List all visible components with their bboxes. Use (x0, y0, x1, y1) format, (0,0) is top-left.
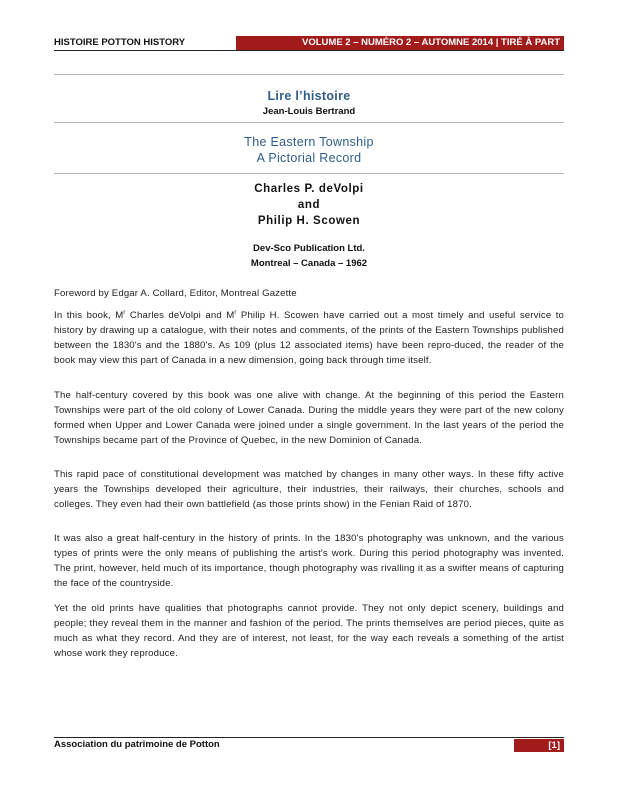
p1-text-b: Charles deVolpi and M (125, 310, 235, 321)
section-divider (54, 122, 564, 123)
journal-name: HISTOIRE POTTON HISTORY (54, 37, 186, 48)
author-2: Philip H. Scowen (257, 215, 361, 227)
section-title: Lire l’histoire (267, 89, 351, 103)
p1-sup-1: r (123, 309, 126, 316)
publication-place: Montreal – Canada – 1962 (250, 258, 368, 269)
page-number: [1] (514, 739, 564, 752)
author-and: and (297, 199, 321, 211)
paragraph-3: This rapid pace of constitutional development was matched by changes in many other ways. In these fifty active years the Townships developed their agriculture, their industries, their railways, their churches, schools and colleges. They even had their own battlefield (as those prints show) in the Fenian Raid of 1870. (54, 469, 564, 510)
author-1: Charles P. deVolpi (254, 183, 364, 195)
header-divider (54, 50, 564, 51)
book-title-line2: A Pictorial Record (256, 151, 362, 165)
paragraph-4: It was also a great half-century in the history of prints. In the 1830's photography was unknown, and the various types of prints were the only means of publishing the artist's work. During this period photography was invented. The print, however, held much of its importance, though photography was rivalling it as a swifter means of capturing the face of the countryside. (54, 533, 564, 589)
book-divider (54, 173, 564, 174)
page-header (54, 36, 564, 50)
page-footer (54, 737, 564, 751)
paragraph-1 (54, 308, 564, 368)
book-title-line1: The Eastern Township (244, 135, 374, 149)
publisher: Dev-Sco Publication Ltd. (253, 243, 365, 254)
top-divider (54, 74, 564, 75)
p1-text-a: In this book, M (54, 310, 124, 321)
p1-text-c: Philip H. Scowen have carried out a most timely and useful service to history by drawing up a catalogue, with their notes and comments, of the prints of the Eastern Townships published between the 1830's and the 1880's. As 109 (plus 12 associated items) have been repro-duced, the reader of the book may view this part of Canada in a new dimension, going back through time itself. (54, 310, 564, 366)
section-byline: Jean-Louis Bertrand (262, 106, 356, 117)
issue-banner: VOLUME 2 – NUMÉRO 2 – AUTOMNE 2014 | TIRÉ À PART (236, 36, 564, 50)
footer-organization: Association du patrimoine de Potton (54, 739, 220, 750)
foreword-line: Foreword by Edgar A. Collard, Editor, Montreal Gazette (54, 288, 297, 299)
p1-sup-2: r (234, 309, 237, 316)
paragraph-2: The half-century covered by this book was one alive with change. At the beginning of this period the Eastern Townships were part of the old colony of Lower Canada. During the middle years they were part of the new colony formed when Upper and Lower Canada were joined under a single government. In the last years of the period the Townships became part of the Province of Quebec, in the new Dominion of Canada. (54, 390, 564, 446)
paragraph-5: Yet the old prints have qualities that photographs cannot provide. They not only depict scenery, buildings and people; they reveal them in the manner and fashion of the period. The prints themselves are period pieces, quite as much as what they record. And they are of interest, not least, for the way each reveals a something of the artist whose work they reproduce. (54, 603, 564, 659)
